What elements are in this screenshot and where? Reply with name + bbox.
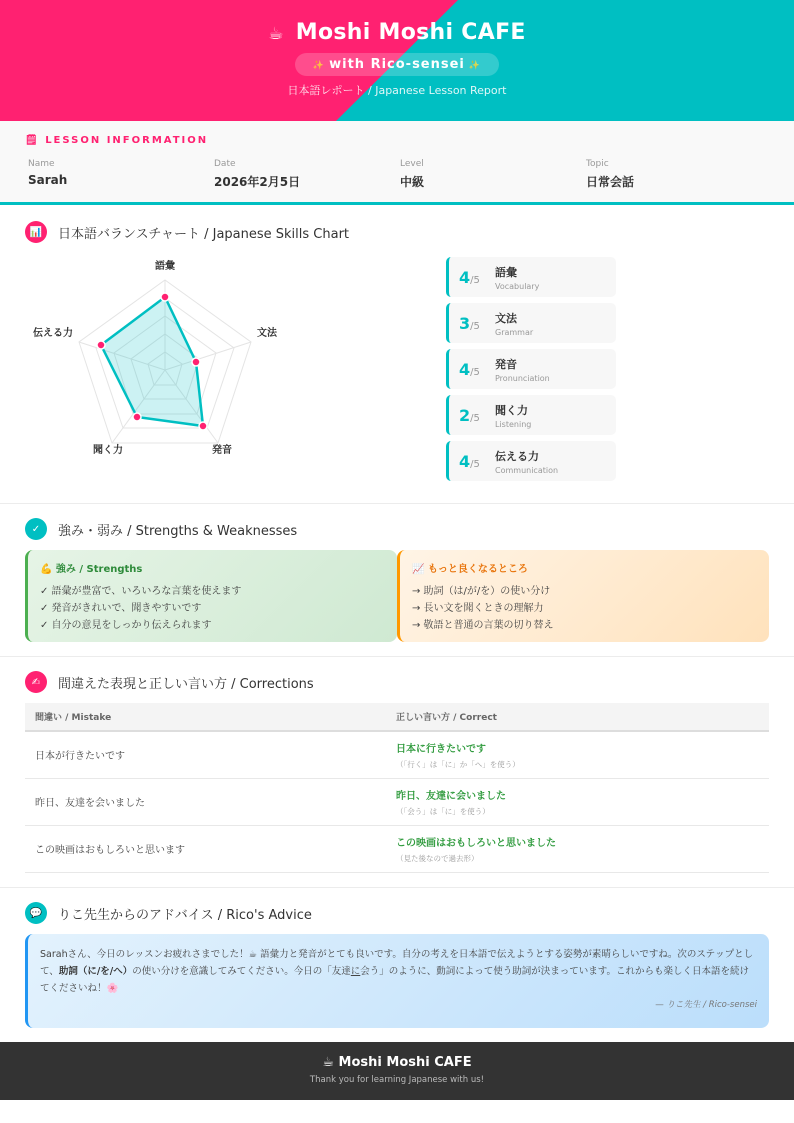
axis-label: 発音 bbox=[212, 445, 232, 456]
score-card-communication: 4/5 伝える力 Communication bbox=[446, 441, 616, 481]
app-title: ☕ Moshi Moshi CAFE bbox=[268, 20, 526, 45]
advice-section-header: 💬 りこ先生からのアドバイス / Rico's Advice bbox=[25, 902, 312, 924]
info-date: Date 2026年2月5日 bbox=[214, 159, 301, 189]
clipboard-icon: 🗒 bbox=[25, 135, 40, 146]
radar-chart bbox=[0, 250, 330, 470]
coffee-icon: ☕ bbox=[268, 24, 284, 44]
radar-point bbox=[97, 341, 105, 349]
strengths-card: 💪 強み / Strengths ✓ 語彙が豊富で、いろいろな言葉を使えます ✓ 発音がきれいで、聞きやすいです ✓ 自分の意見をしっかり伝えられます bbox=[25, 550, 397, 642]
score-card-grammar: 3/5 文法 Grammar bbox=[446, 303, 616, 343]
info-level: Level 中級 bbox=[400, 159, 425, 189]
info-topic: Topic 日常会話 bbox=[586, 159, 635, 189]
footer: ☕ Moshi Moshi CAFE Thank you for learning Japanese with us! bbox=[0, 1042, 794, 1100]
bar-chart-icon: 📊 bbox=[25, 221, 47, 243]
score-card-pronunciation: 4/5 発音 Pronunciation bbox=[446, 349, 616, 389]
sparkle-icon: ✨ bbox=[468, 61, 482, 71]
teacher-pill: ✨ with Rico-sensei ✨ bbox=[295, 53, 499, 76]
sparkle-icon: ✨ bbox=[312, 61, 326, 71]
axis-label: 文法 bbox=[257, 328, 277, 339]
corrections-table: 間違い / Mistake 正しい言い方 / Correct 日本が行きたいです 日本に行きたいです （「行く」は「に」か「へ」を使う） 昨日、友達を会いました 昨日、友達に会いました （「会う」は「に」を使う） この映画はおもしろいと思います この映画はおもしろいと思いました （見た後なので過去形） bbox=[25, 703, 769, 873]
check-icon: ✓ bbox=[25, 518, 47, 540]
header bbox=[0, 0, 794, 121]
radar-point bbox=[133, 413, 141, 421]
lesson-info-title: 🗒 LESSON INFORMATION bbox=[25, 135, 209, 146]
strengths-section-header: ✓ 強み・弱み / Strengths & Weaknesses bbox=[25, 518, 297, 540]
improvements-card: 📈 もっと良くなるところ → 助詞（は/が/を）の使い分け → 長い文を聞くときの理解力 → 敬語と普通の言葉の切り替え bbox=[397, 550, 769, 642]
radar-point bbox=[199, 422, 207, 430]
axis-label: 聞く力 bbox=[93, 445, 123, 456]
radar-point bbox=[161, 293, 169, 301]
skills-section-header: 📊 日本語バランスチャート / Japanese Skills Chart bbox=[25, 221, 349, 243]
pencil-icon: ✍ bbox=[25, 671, 47, 693]
score-card-listening: 2/5 聞く力 Listening bbox=[446, 395, 616, 435]
divider bbox=[0, 503, 794, 504]
axis-label: 語彙 bbox=[155, 261, 175, 272]
advice-box: Sarahさん、今日のレッスンお疲れさまでした！☕ 語彙力と発音がとても良いです。自分の考えを日本語で伝えようとする姿勢が素晴らしいですね。次のステップとして、助詞（に/を/へ）の使い分けを意識してみてください。今日の「友達に会う」のように、動詞によって使う助詞が決まっています。これからも楽しく日本語を続けてくださいね！🌸 — りこ先生 / Rico-sensei bbox=[25, 934, 769, 1028]
divider bbox=[0, 887, 794, 888]
speech-bubble-icon: 💬 bbox=[25, 902, 47, 924]
score-card-vocabulary: 4/5 語彙 Vocabulary bbox=[446, 257, 616, 297]
table-row: この映画はおもしろいと思います この映画はおもしろいと思いました （見た後なので過去形） bbox=[25, 825, 769, 872]
divider bbox=[0, 656, 794, 657]
corrections-section-header: ✍ 間違えた表現と正しい言い方 / Corrections bbox=[25, 671, 314, 693]
report-subtitle: 日本語レポート / Japanese Lesson Report bbox=[287, 84, 507, 97]
table-row: 昨日、友達を会いました 昨日、友達に会いました （「会う」は「に」を使う） bbox=[25, 778, 769, 825]
lesson-info bbox=[0, 121, 794, 205]
axis-label: 伝える力 bbox=[33, 328, 73, 339]
info-name: Name Sarah bbox=[28, 159, 68, 187]
radar-point bbox=[192, 358, 200, 366]
table-row: 日本が行きたいです 日本に行きたいです （「行く」は「に」か「へ」を使う） bbox=[25, 731, 769, 778]
score-list bbox=[446, 257, 616, 487]
advice-signature: — りこ先生 / Rico-sensei bbox=[655, 1000, 757, 1010]
